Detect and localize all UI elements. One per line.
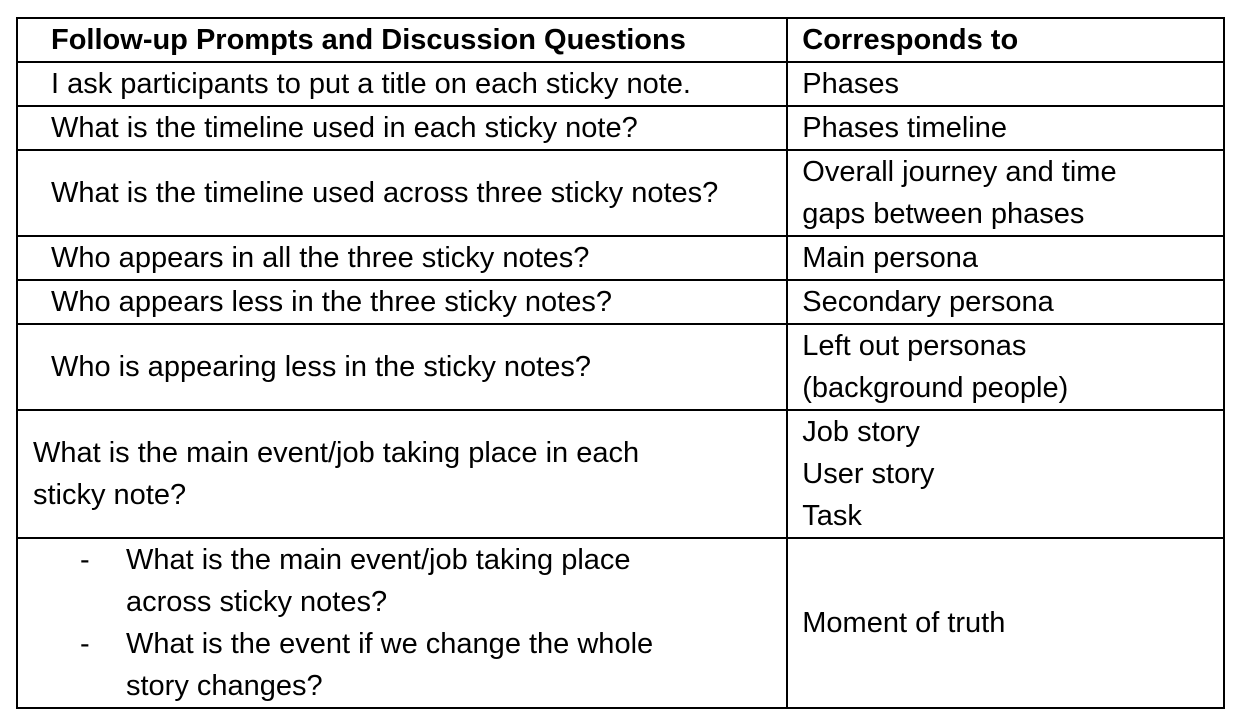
header-prompts: Follow-up Prompts and Discussion Questions xyxy=(17,18,787,62)
answer-line: gaps between phases xyxy=(802,198,1085,230)
question-cell: I ask participants to put a title on each sticky note. xyxy=(17,62,787,106)
question-cell: Who appears in all the three sticky notes? xyxy=(17,236,787,280)
table-row xyxy=(17,62,1224,106)
list-item-line: What is the event if we change the whole xyxy=(126,628,654,660)
prompts-table xyxy=(16,17,1225,709)
table-row xyxy=(17,538,1224,708)
answer-cell: Phases timeline xyxy=(787,106,1224,150)
question-line: sticky note? xyxy=(33,479,187,511)
question-cell: What is the timeline used across three sticky notes? xyxy=(17,150,787,236)
table-row xyxy=(17,150,1224,236)
table-row xyxy=(17,236,1224,280)
answer-cell: Secondary persona xyxy=(787,280,1224,324)
table-row xyxy=(17,280,1224,324)
answer-cell xyxy=(787,324,1224,410)
table-header-row xyxy=(17,18,1224,62)
question-line: What is the main event/job taking place in each xyxy=(33,437,640,469)
dash-bullet: - xyxy=(80,544,90,576)
answer-cell: Phases xyxy=(787,62,1224,106)
answer-cell xyxy=(787,410,1224,538)
answer-line: Overall journey and time xyxy=(802,156,1117,188)
answer-line: (background people) xyxy=(802,372,1069,404)
dash-bullet: - xyxy=(80,628,90,660)
list-item xyxy=(18,539,786,623)
answer-cell: Moment of truth xyxy=(787,538,1224,708)
table-row xyxy=(17,106,1224,150)
list-item-line: What is the main event/job taking place xyxy=(126,544,631,576)
list-item xyxy=(18,623,786,707)
question-cell: Who appears less in the three sticky notes? xyxy=(17,280,787,324)
question-cell xyxy=(17,538,787,708)
answer-cell xyxy=(787,150,1224,236)
question-cell: Who is appearing less in the sticky notes? xyxy=(17,324,787,410)
answer-cell: Main persona xyxy=(787,236,1224,280)
list-item-line: story changes? xyxy=(126,670,323,702)
question-cell xyxy=(17,410,787,538)
answer-line: User story xyxy=(802,458,935,490)
answer-line: Left out personas xyxy=(802,330,1027,362)
dash-list xyxy=(18,539,786,707)
answer-line: Job story xyxy=(802,416,920,448)
list-item-line: across sticky notes? xyxy=(126,586,388,618)
header-corresponds-to: Corresponds to xyxy=(787,18,1224,62)
table-row xyxy=(17,324,1224,410)
answer-line: Task xyxy=(802,500,862,532)
table-row xyxy=(17,410,1224,538)
question-cell: What is the timeline used in each sticky note? xyxy=(17,106,787,150)
